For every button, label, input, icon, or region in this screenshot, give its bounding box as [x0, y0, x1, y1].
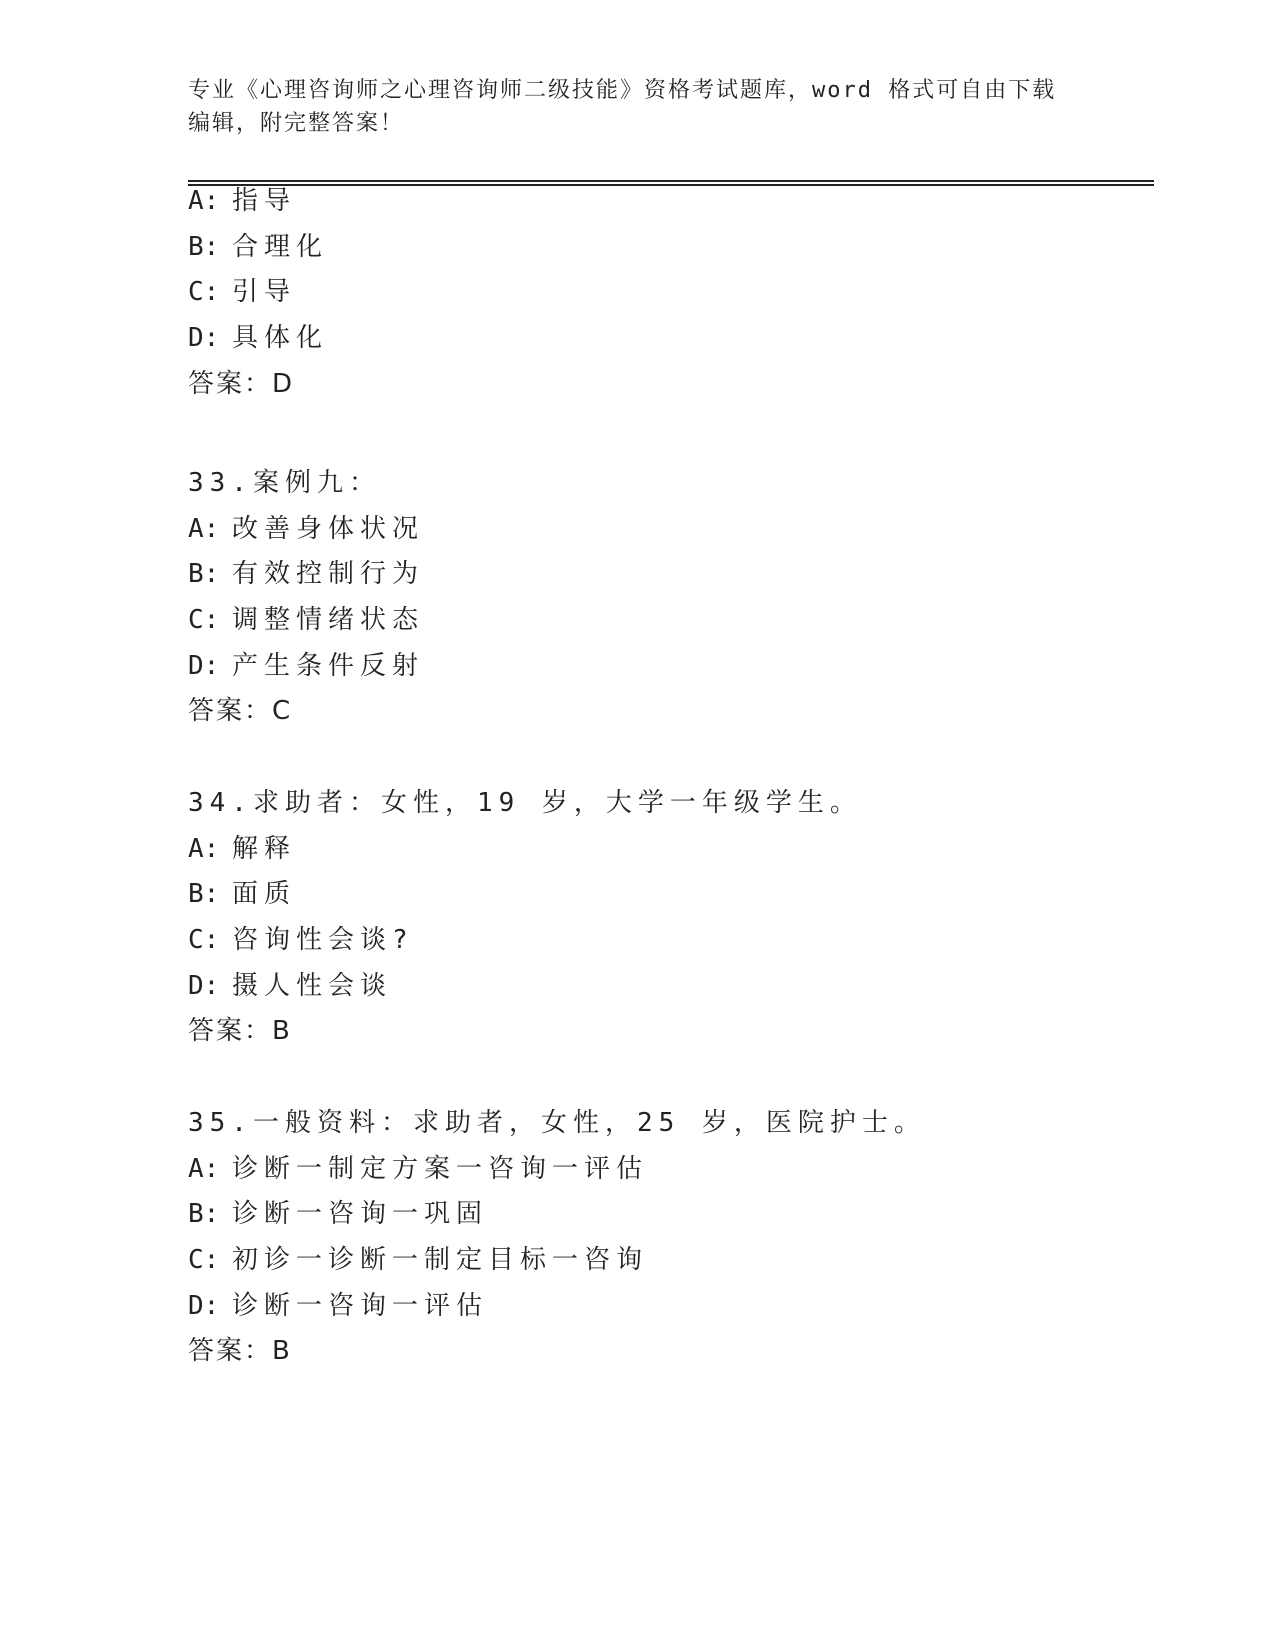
answer-line: 答案：C: [188, 696, 293, 727]
option-label: A:: [188, 186, 220, 216]
option-label: D:: [188, 323, 220, 354]
option-c: [188, 1238, 1088, 1284]
question-34: [188, 781, 1088, 1055]
option-a: [188, 827, 1088, 873]
option-text: 诊断一制定方案一咨询一评估: [232, 1153, 649, 1184]
option-text: 有效控制行为: [232, 559, 425, 590]
option-text: 诊断一咨询一评估: [232, 1290, 489, 1321]
question-35: [188, 1101, 1088, 1375]
option-label: D:: [188, 650, 220, 681]
option-a: [188, 1147, 1088, 1193]
question-stem: 35.一般资料：求助者，女性，25 岁，医院护士。: [188, 1108, 926, 1138]
option-text: 初诊一诊断一制定目标一咨询: [232, 1245, 649, 1276]
option-d: [188, 964, 1088, 1010]
option-label: A:: [188, 1153, 220, 1184]
option-label: A:: [188, 513, 220, 544]
option-label: C:: [188, 277, 220, 308]
option-b: [188, 1192, 1088, 1238]
option-text: 面质: [232, 879, 297, 910]
option-label: C:: [188, 925, 220, 956]
option-label: B:: [188, 1199, 220, 1230]
header-line-2: 编辑，附完整答案！: [188, 111, 405, 136]
option-c: [188, 598, 1088, 644]
option-text: 具体化: [232, 323, 329, 354]
option-text: 诊断一咨询一巩固: [232, 1199, 489, 1230]
option-label: B:: [188, 231, 220, 262]
option-d: [188, 316, 1088, 362]
header-line-1: 专业《心理咨询师之心理咨询师二级技能》资格考试题库，word 格式可自由下载: [188, 78, 1057, 103]
option-text: 解释: [232, 833, 297, 864]
option-text: 改善身体状况: [232, 513, 425, 544]
option-label: D:: [188, 970, 220, 1001]
question-stem: 33.案例九：: [188, 468, 381, 498]
option-label: B:: [188, 559, 220, 590]
option-d: [188, 1284, 1088, 1330]
option-text: 咨询性会谈?: [232, 925, 414, 956]
option-label: C:: [188, 1245, 220, 1276]
question-32: [188, 179, 1088, 407]
option-label: C:: [188, 605, 220, 636]
answer-line: 答案：D: [188, 368, 295, 399]
option-d: [188, 644, 1088, 690]
answer-line: 答案：B: [188, 1336, 292, 1367]
option-text: 合理化: [232, 231, 329, 262]
option-text: 产生条件反射: [232, 650, 425, 681]
option-a: [188, 179, 1088, 225]
option-a: [188, 507, 1088, 553]
option-label: A:: [188, 833, 220, 864]
option-label: D:: [188, 1290, 220, 1321]
option-c: [188, 270, 1088, 316]
option-b: [188, 552, 1088, 598]
option-label: B:: [188, 879, 220, 910]
option-b: [188, 872, 1088, 918]
option-text: 指导: [232, 186, 297, 216]
option-c: [188, 918, 1088, 964]
answer-line: 答案：B: [188, 1016, 292, 1047]
option-text: 调整情绪状态: [232, 605, 425, 636]
option-text: 引导: [232, 277, 297, 308]
option-b: [188, 225, 1088, 271]
question-stem: 34.求助者：女性，19 岁，大学一年级学生。: [188, 788, 862, 818]
document-header: [188, 74, 1088, 140]
option-text: 摄人性会谈: [232, 970, 393, 1001]
question-33: [188, 461, 1088, 735]
